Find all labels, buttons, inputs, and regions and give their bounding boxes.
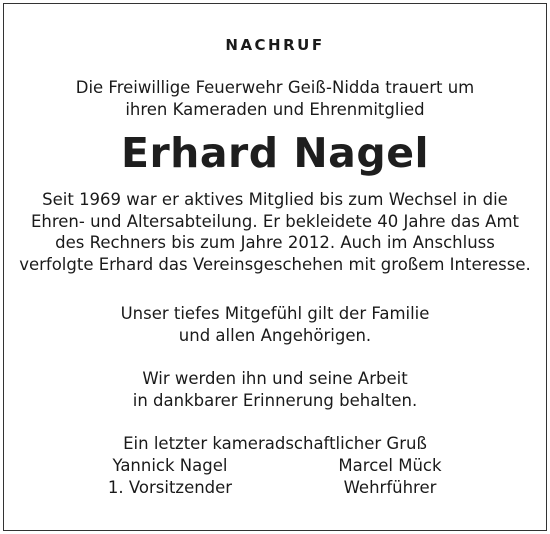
bio-text [0,189,550,275]
signatory-role: 1. Vorsitzender [107,477,233,497]
signatory-fire-chief [305,455,475,498]
bio-line: des Rechners bis zum Jahre 2012. Auch im Anschluss [55,233,495,252]
closing-greeting: Ein letzter kameradschaftlicher Gruß [123,434,427,453]
bio-line: Seit 1969 war er aktives Mitglied bis zum Wechsel in die [42,190,508,209]
signatory-name: Yannick Nagel [112,456,228,475]
signatory-chairman [90,455,250,498]
bio-line: Ehren- und Altersabteilung. Er bekleidete 40 Jahre das Amt [30,211,520,231]
memory-text [0,368,550,411]
intro-line: ihren Kameraden und Ehrenmitglied [125,99,425,119]
signatory-role: Wehrführer [343,477,437,497]
deceased-name: Erhard Nagel [120,129,430,177]
memory-line: in dankbarer Erinnerung behalten. [132,390,418,410]
sympathy-line: Unser tiefes Mitgefühl gilt der Familie [120,304,430,323]
notice-heading: NACHRUF [225,36,325,54]
sympathy-text [0,303,550,346]
memory-line: Wir werden ihn und seine Arbeit [142,369,408,388]
intro-text [0,77,550,120]
sympathy-line: und allen Angehörigen. [178,325,372,345]
bio-line: verfolgte Erhard das Vereinsgeschehen mit großem Interesse. [19,254,531,274]
signatory-name: Marcel Mück [338,456,442,475]
intro-line: Die Freiwillige Feuerwehr Geiß-Nidda trauert um [75,78,475,97]
